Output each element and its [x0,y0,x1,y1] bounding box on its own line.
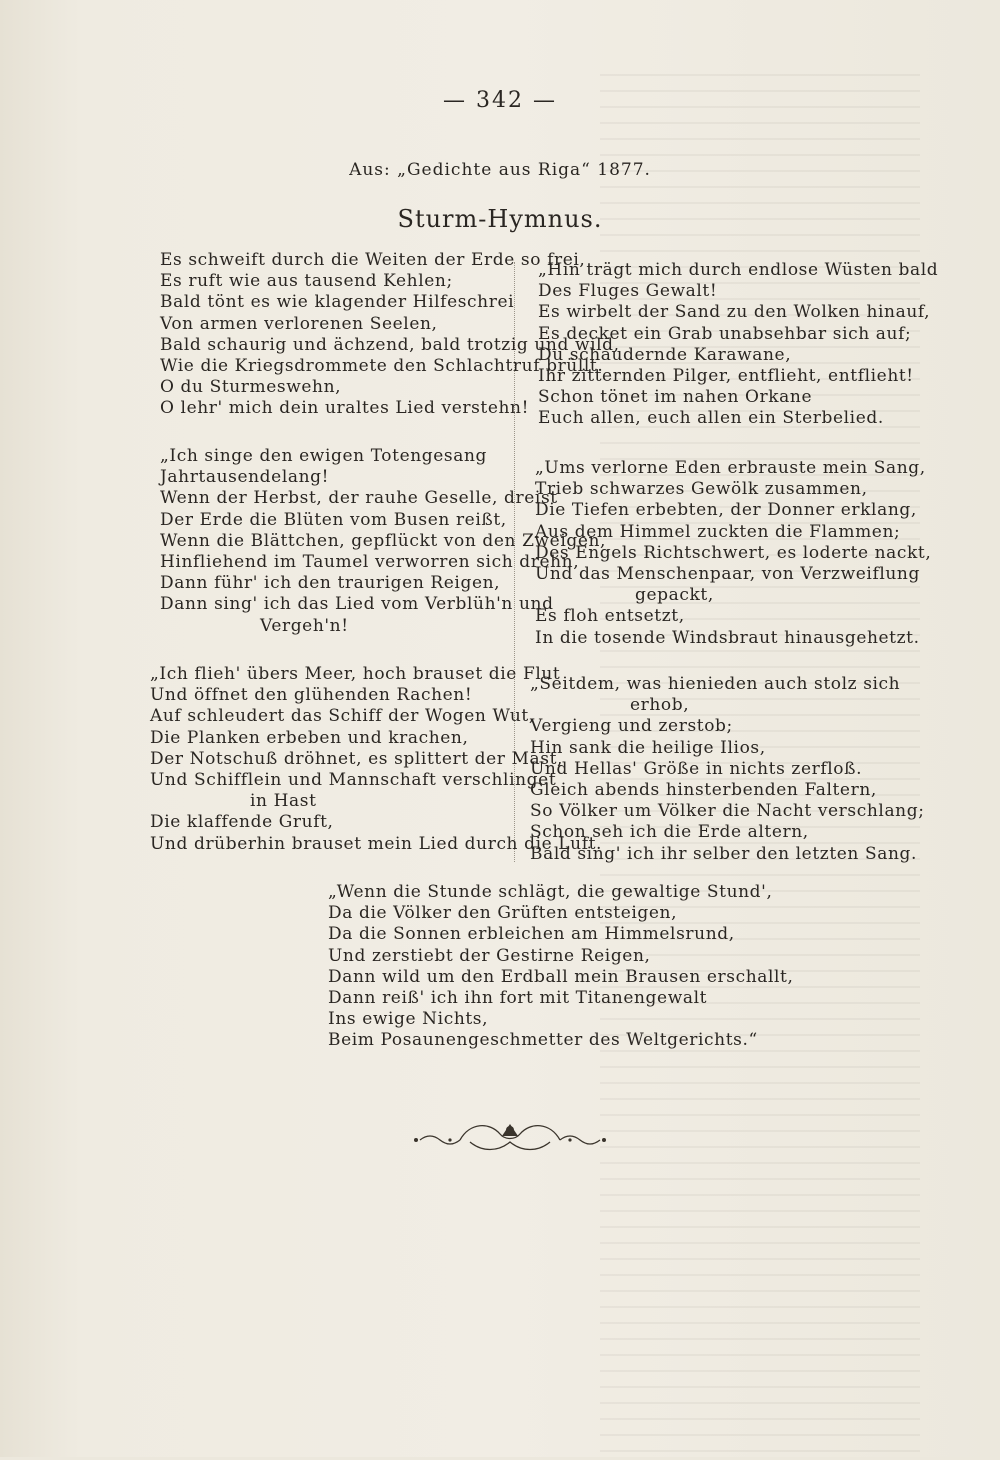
verse-line: Und drüberhin brauset mein Lied durch die Luft. [150,833,603,854]
verse-line: Und zerstiebt der Gestirne Reigen, [328,945,651,966]
verse-line: Die Tiefen erbebten, der Donner erklang, [535,500,917,521]
verse-line: Dann reiß' ich ihn fort mit Titanengewalt [328,988,708,1009]
verse-line: Du schaudernde Karawane, [538,344,792,365]
verse-line: Gleich abends hinsterbenden Faltern, [530,780,877,801]
verse-line: Dann wild um den Erdball mein Brausen erschallt, [328,966,794,987]
stanza-final [328,882,794,1052]
verse-line: Ihr zitternden Pilger, entflieht, entflieht! [538,366,914,387]
verse-line: Der Notschuß dröhnet, es splittert der Mast, [150,748,564,769]
verse-line: So Völker um Völker die Nacht verschlang; [530,801,925,822]
verse-line: Es decket ein Grab unabsehbar sich auf; [538,323,912,344]
verse-line: „Ich flieh' übers Meer, hoch brauset die Flut [150,664,561,684]
verse-line: Es floh entsetzt, [535,606,685,627]
verse-line: Vergieng und zerstob; [530,716,733,737]
verse-line: Von armen verlorenen Seelen, [160,313,438,334]
verse-line: Trieb schwarzes Gewölk zusammen, [535,479,868,500]
verse-line: Es wirbelt der Sand zu den Wolken hinauf, [538,302,931,323]
verse-line: Schon tönet im nahen Orkane [538,387,813,408]
verse-line: O du Sturmeswehn, [160,377,342,398]
verse-line: Da die Sonnen erbleichen am Himmelsrund, [328,924,735,945]
stanza-right-1 [538,260,938,430]
verse-line: „Hin trägt mich durch endlose Wüsten bald [538,260,939,280]
verse-line: Wie die Kriegsdrommete den Schlachtruf brüllt. [160,356,604,377]
verse-line: Die Planken erbeben und krachen, [150,727,469,748]
verse-line: In die tosende Windsbraut hinausgehetzt. [535,627,920,648]
stanza-right-2 [535,458,931,649]
verse-line: „Ums verlorne Eden erbrauste mein Sang, [535,458,926,478]
verse-line: in Hast [250,791,317,812]
verse-line: Und öffnet den glühenden Rachen! [150,685,473,706]
verse-line: Des Engels Richtschwert, es loderte nackt, [535,542,932,563]
verse-line: Hinfliehend im Taumel verworren sich drehn, [160,552,580,573]
decorative-vignette-icon [410,1118,610,1158]
verse-line: Die klaffende Gruft, [150,812,334,833]
verse-line: Und Schifflein und Mannschaft verschlinget [150,770,557,791]
verse-line: „Ich singe den ewigen Totengesang [160,446,488,466]
verse-line: Wenn der Herbst, der rauhe Geselle, dreist [160,488,558,509]
verse-line: Dann sing' ich das Lied vom Verblüh'n und [160,594,554,615]
verse-line: Da die Völker den Grüften entsteigen, [328,903,678,924]
verse-line: Euch allen, euch allen ein Sterbelied. [538,408,884,429]
page-number: — 342 — [443,88,557,113]
verse-line: Auf schleudert das Schiff der Wogen Wut, [150,706,535,727]
verse-line: Beim Posaunengeschmetter des Weltgerichts.“ [328,1030,758,1051]
verse-line: Es schweift durch die Weiten der Erde so frei, [160,250,586,270]
source-line: Aus: „Gedichte aus Riga“ 1877. [349,160,651,180]
verse-line: Des Fluges Gewalt! [538,281,718,302]
verse-line: Bald tönt es wie klagender Hilfeschrei [160,292,515,313]
verse-line: Der Erde die Blüten vom Busen reißt, [160,509,507,530]
verse-line: O lehr' mich dein uraltes Lied verstehn! [160,398,530,419]
poem-title: Sturm-Hymnus. [397,205,603,233]
verse-line: Schon seh ich die Erde altern, [530,822,809,843]
verse-line: gepackt, [635,585,714,606]
stanza-right-3 [530,674,925,865]
verse-line: Jahrtausendelang! [160,467,330,488]
verse-line: Vergeh'n! [260,615,349,636]
verse-line: Hin sank die heilige Ilios, [530,737,766,758]
verse-line: „Seitdem, was hienieden auch stolz sich [530,674,901,694]
verse-line: Dann führ' ich den traurigen Reigen, [160,573,501,594]
verse-line: Und das Menschenpaar, von Verzweiflung [535,564,920,585]
verse-line: Es ruft wie aus tausend Kehlen; [160,271,453,292]
verse-line: Ins ewige Nichts, [328,1009,489,1030]
verse-line: Bald sing' ich ihr selber den letzten Sang. [530,843,917,864]
verse-line: Wenn die Blättchen, gepflückt von den Zweigen, [160,530,607,551]
verse-line: Aus dem Himmel zuckten die Flammen; [535,521,901,542]
verse-line: Und Hellas' Größe in nichts zerfloß. [530,758,863,779]
verse-line: Bald schaurig und ächzend, bald trotzig und wild, [160,334,620,355]
verse-line: erhob, [630,695,690,716]
verse-line: „Wenn die Stunde schlägt, die gewaltige Stund', [328,882,773,902]
